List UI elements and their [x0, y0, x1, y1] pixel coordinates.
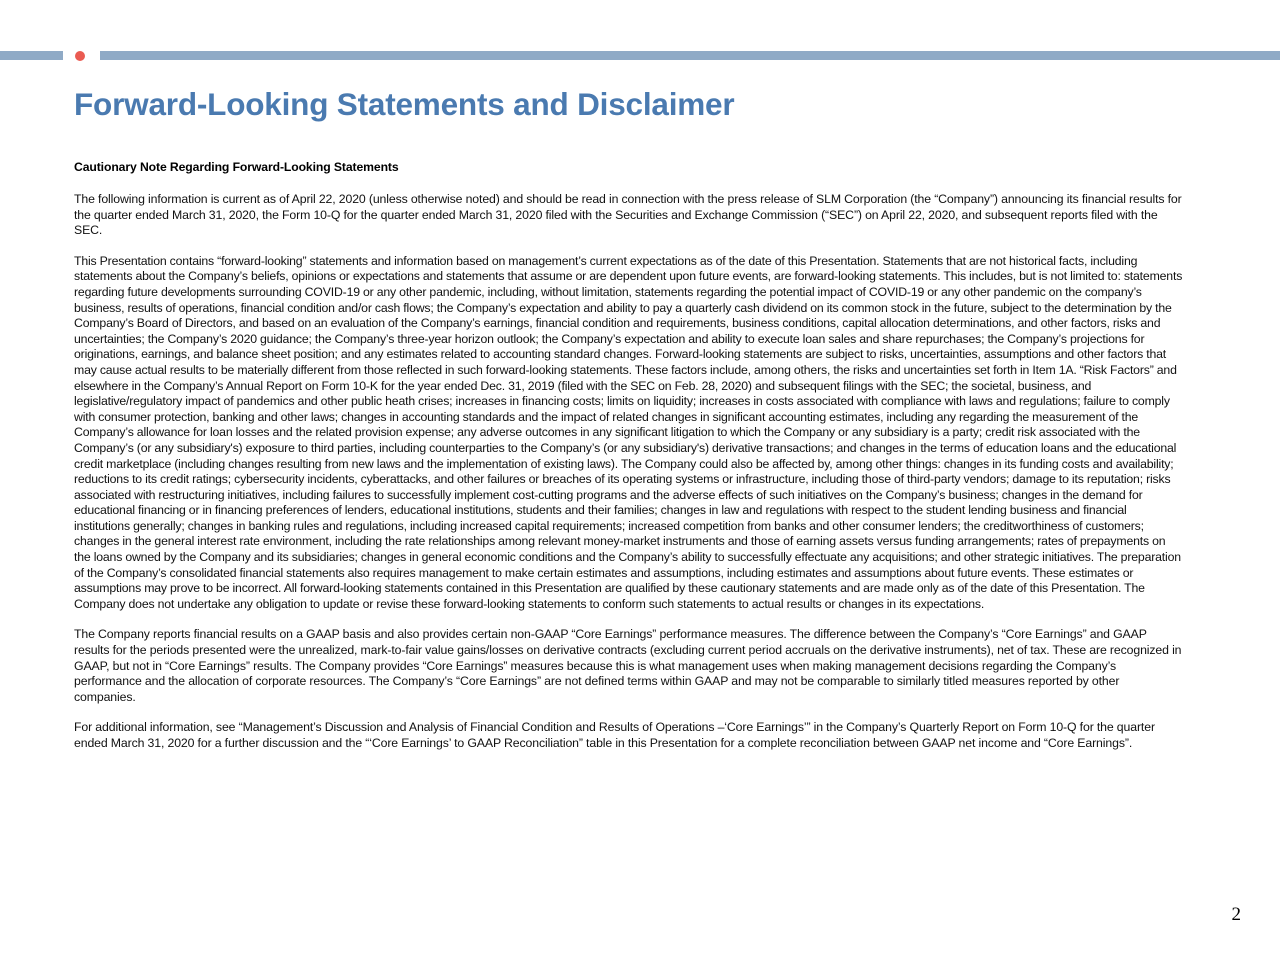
paragraph-core-earnings-gaap: The Company reports financial results on a GAAP basis and also provides certain non-GAAP “Core Earnings” performance measures. The difference between the Company’s “Core Earnings” and GAAP results for the periods presented were the unrealized, mark-to-fair value gains/losses on derivative contracts (excluding current period accruals on the derivative instruments), net of tax. These are recognized in GAAP, but not in “Core Earnings” results. The Company provides “Core Earnings” measures because this is what management uses when making management decisions regarding the Company’s performance and the allocation of corporate resources. The Company’s “Core Earnings” are not defined terms within GAAP and may not be comparable to similarly titled measures reported by other companies.	[74, 627, 1182, 704]
paragraph-forward-looking-statements: This Presentation contains “forward-looking” statements and information based on management’s current expectations as of the date of this Presentation. Statements that are not historical facts, including statements about the Company’s beliefs, opinions or expectations and statements that assume or are dependent upon future events, are forward-looking statements. This includes, but is not limited to: statements regarding future developments surrounding COVID-19 or any other pandemic, including, without limitation, statements regarding the potential impact of COVID-19 or any other pandemic on the company’s business, results of operations, financial condition and/or cash flows; the Company’s expectation and ability to pay a quarterly cash dividend on its common stock in the future, subject to the determination by the Company’s Board of Directors, and based on an evaluation of the Company’s earnings, financial condition and requirements, business conditions, capital allocation determinations, and other factors, risks and uncertainties; the Company’s 2020 guidance; the Company’s three-year horizon outlook; the Company’s expectation and ability to execute loan sales and share repurchases; the Company’s projections for originations, earnings, and balance sheet position; and any estimates related to accounting standard changes. Forward-looking statements are subject to risks, uncertainties, assumptions and other factors that may cause actual results to be materially different from those reflected in such forward-looking statements. These factors include, among others, the risks and uncertainties set forth in Item 1A. “Risk Factors” and elsewhere in the Company’s Annual Report on Form 10-K for the year ended Dec. 31, 2019 (filed with the SEC on Feb. 28, 2020) and subsequent filings with the SEC; the societal, business, and legislative/regulatory impact of pandemics and other public heath crises; increases in financing costs; limits on liquidity; increases in costs associated with compliance with laws and regulations; failure to comply with consumer protection, banking and other laws; changes in accounting standards and the impact of related changes in significant accounting estimates, including any regarding the measurement of the Company’s allowance for loan losses and the related provision expense; any adverse outcomes in any significant litigation to which the Company or any subsidiary is a party; credit risk associated with the Company’s (or any subsidiary's) exposure to third parties, including counterparties to the Company’s (or any subsidiary's) derivative transactions; and changes in the terms of education loans and the educational credit marketplace (including changes resulting from new laws and the implementation of existing laws). The Company could also be affected by, among other things: changes in its funding costs and availability; reductions to its credit ratings; cybersecurity incidents, cyberattacks, and other failures or breaches of its operating systems or infrastructure, including those of third-party vendors; damage to its reputation; risks associated with restructuring initiatives, including failures to successfully implement cost-cutting programs and the adverse effects of such initiatives on the Company’s business; changes in the demand for educational financing or in financing preferences of lenders, educational institutions, students and their families; changes in law and regulations with respect to the student lending business and financial institutions generally; changes in banking rules and regulations, including increased capital requirements; increased competition from banks and other consumer lenders; the creditworthiness of customers; changes in the general interest rate environment, including the rate relationships among relevant money-market instruments and those of earning assets versus funding arrangements; rates of prepayments on the loans owned by the Company and its subsidiaries; changes in general economic conditions and the Company’s ability to successfully effectuate any acquisitions; and other strategic initiatives. The preparation of the Company’s consolidated financial statements also requires management to make certain estimates and assumptions, including estimates and assumptions about future events. These estimates or assumptions may prove to be incorrect. All forward-looking statements contained in this Presentation are qualified by these cautionary statements and are made only as of the date of this Presentation. The Company does not undertake any obligation to update or revise these forward-looking statements to conform such statements to actual results or changes in its expectations.	[74, 253, 1183, 611]
paragraph-additional-information: For additional information, see “Management’s Discussion and Analysis of Financial Condition and Results of Operations –‘Core Earnings’” in the Company’s Quarterly Report on Form 10-Q for the quarter ended March 31, 2020 for a further discussion and the “‘Core Earnings’ to GAAP Reconciliation” table in this Presentation for a complete reconciliation between GAAP net income and “Core Earnings”.	[74, 720, 1155, 750]
header-rule-right-segment	[100, 51, 1280, 60]
header-rule-left-segment	[0, 51, 63, 60]
section-heading-cautionary-note: Cautionary Note Regarding Forward-Looking Statements	[74, 160, 399, 174]
paragraph-current-as-of: The following information is current as of April 22, 2020 (unless otherwise noted) and should be read in connection with the press release of SLM Corporation (the “Company”) announcing its financial results for the quarter ended March 31, 2020, the Form 10-Q for the quarter ended March 31, 2020 filed with the Securities and Exchange Commission (“SEC”) on April 22, 2020, and subsequent reports filed with the SEC.	[74, 192, 1182, 238]
red-dot-icon	[75, 51, 85, 61]
footer-spacer	[0, 936, 1280, 960]
slide-body	[74, 160, 1184, 752]
page-number: 2	[1231, 904, 1241, 925]
header-decoration-rule	[0, 51, 1280, 60]
page-title: Forward-Looking Statements and Disclaimer	[74, 86, 735, 122]
